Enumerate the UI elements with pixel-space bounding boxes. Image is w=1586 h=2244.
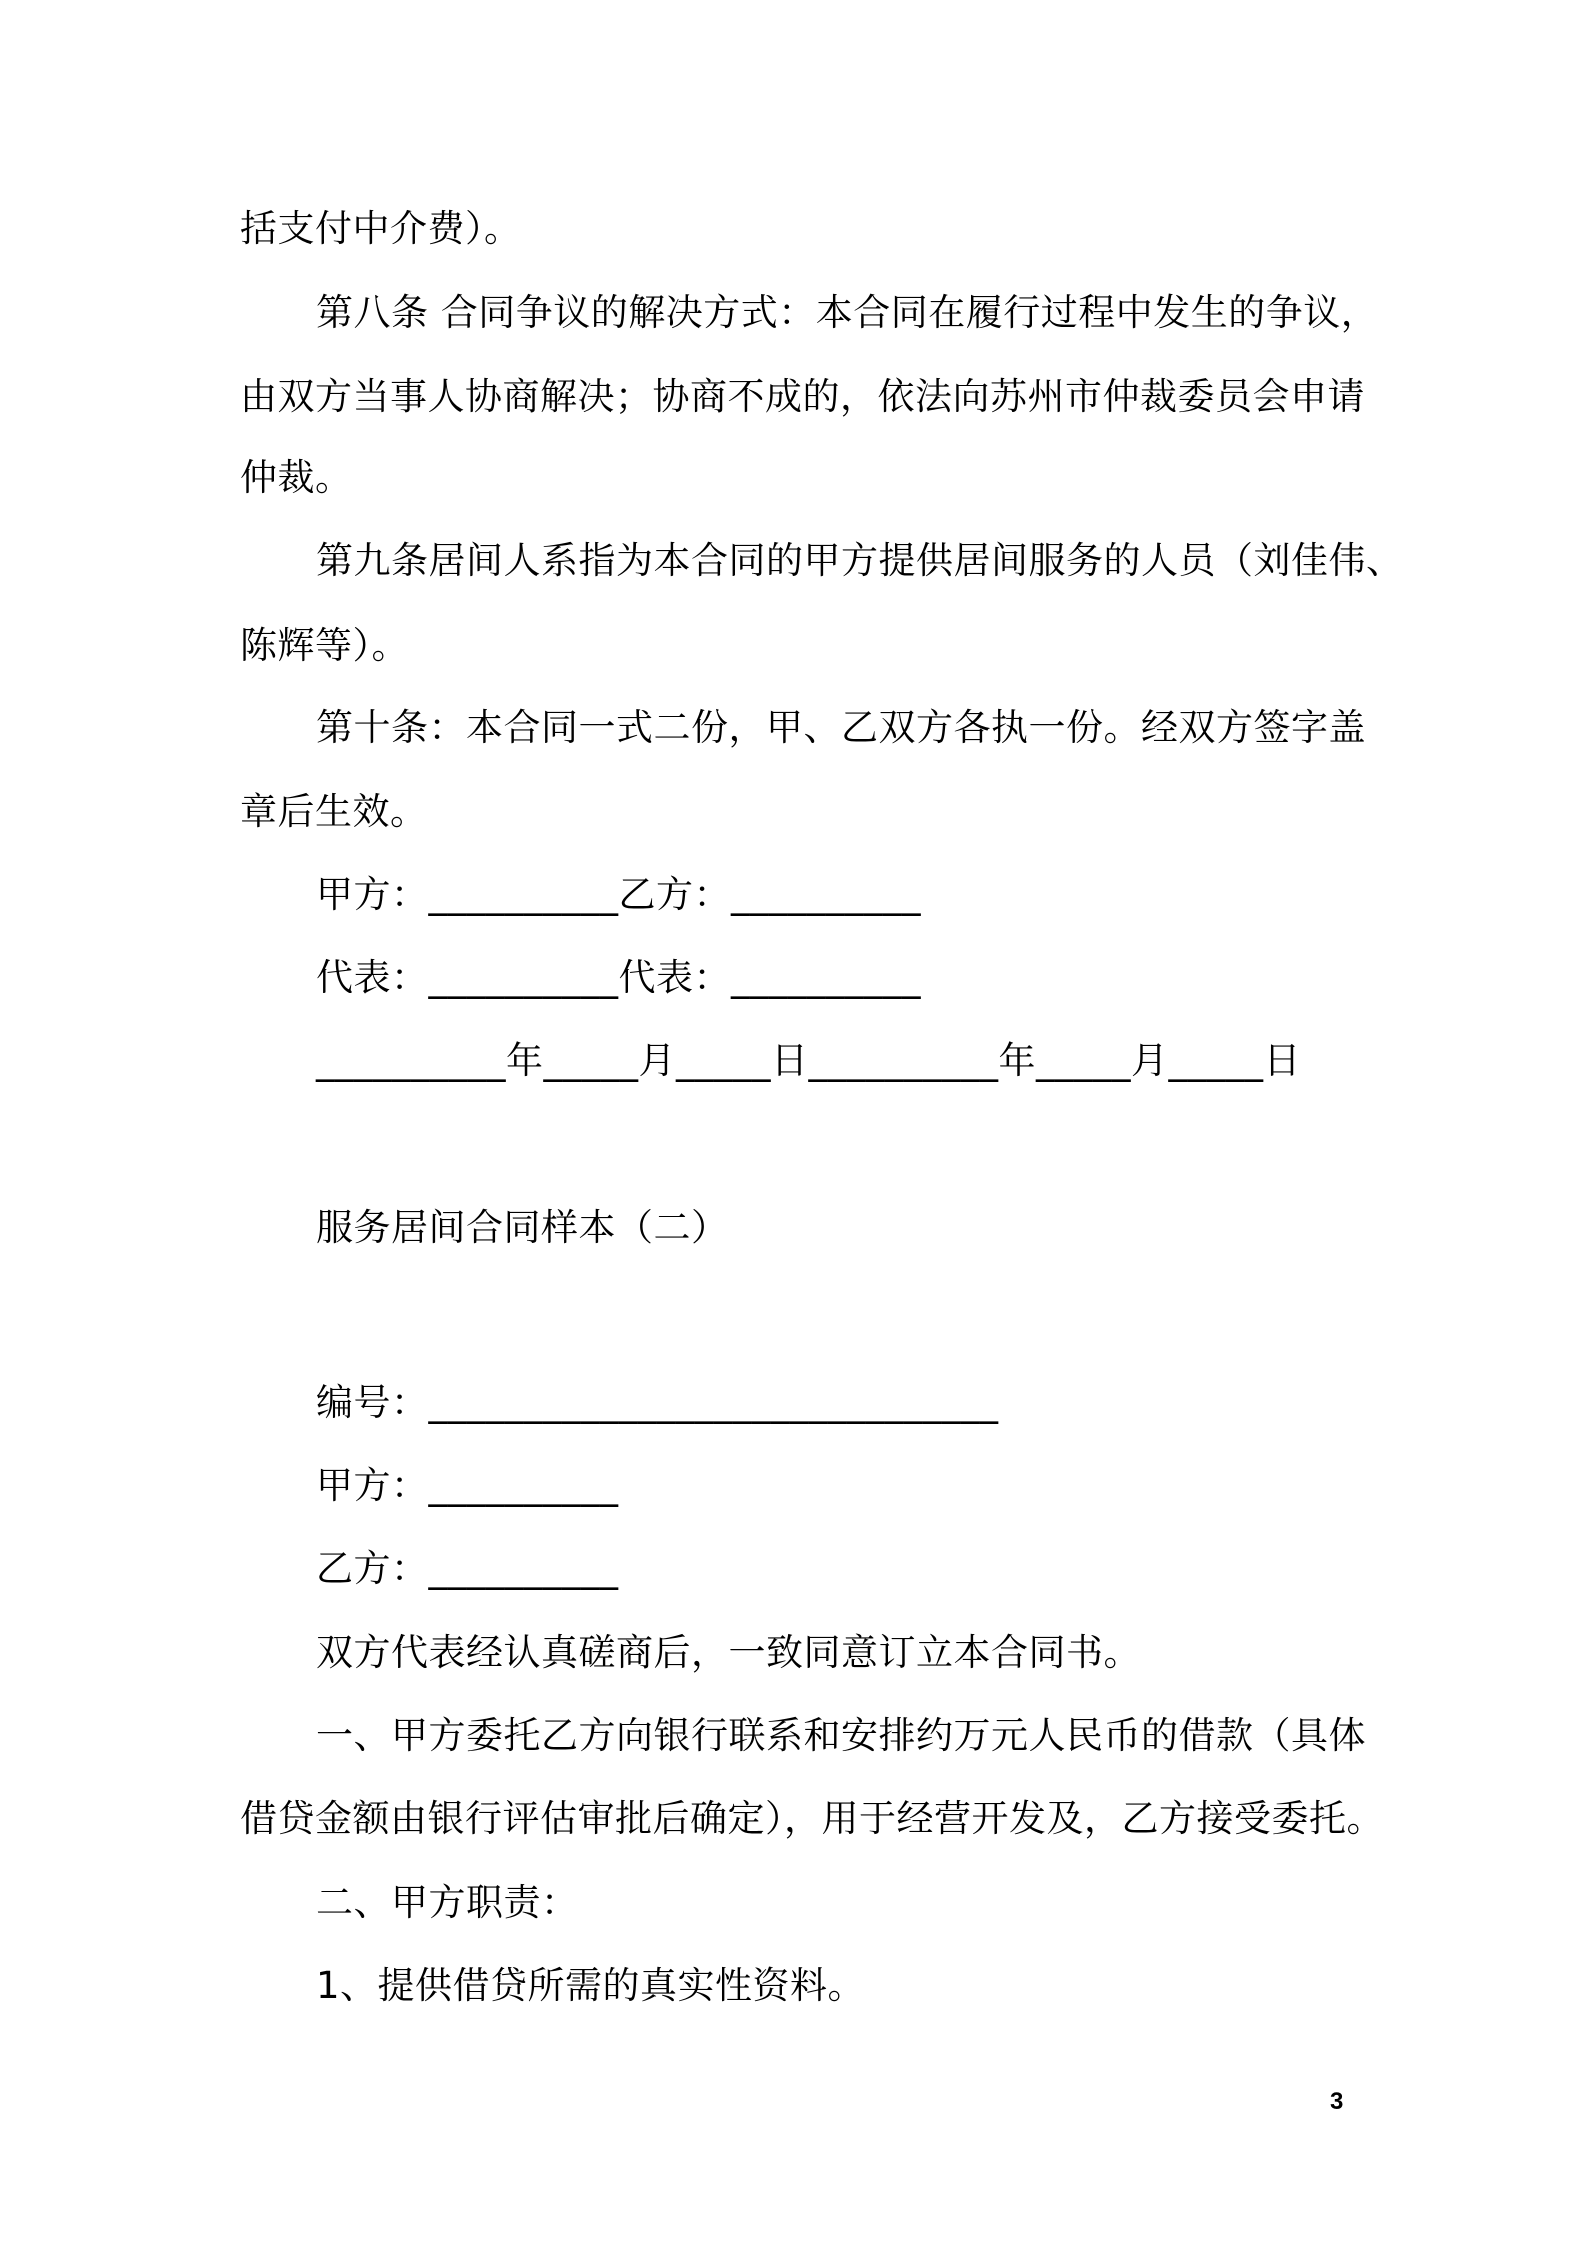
party-b-field: 乙方：__________: [316, 1547, 619, 1590]
text-line: 仲裁。: [240, 456, 353, 499]
signature-representative-line: 代表：__________代表：__________: [316, 956, 921, 999]
clause-1-heading: 一、甲方委托乙方向银行联系和安排约万元人民币的借款（具体: [316, 1714, 1366, 1757]
text-line: 双方代表经认真磋商后，一致同意订立本合同书。: [316, 1631, 1141, 1674]
text-line: 借贷金额由银行评估审批后确定），用于经营开发及，乙方接受委托。: [240, 1797, 1384, 1840]
signature-party-line: 甲方：__________乙方：__________: [316, 873, 921, 916]
section-title: 服务居间合同样本（二）: [316, 1206, 729, 1249]
text-line: 由双方当事人协商解决；协商不成的，依法向苏州市仲裁委员会申请: [240, 375, 1365, 418]
contract-number-field: 编号：______________________________: [316, 1381, 999, 1424]
article-9-heading: 第九条居间人系指为本合同的甲方提供居间服务的人员（刘佳伟、: [316, 539, 1404, 582]
clause-2-item-1: 1、提供借贷所需的真实性资料。: [316, 1964, 866, 2007]
article-8-heading: 第八条 合同争议的解决方式：本合同在履行过程中发生的争议，: [316, 291, 1379, 334]
text-line: 陈辉等）。: [240, 624, 409, 667]
party-a-field: 甲方：__________: [316, 1464, 619, 1507]
text-line: 章后生效。: [240, 790, 428, 833]
clause-2-heading: 二、甲方职责：: [316, 1881, 579, 1924]
page-number: 3: [1330, 2088, 1344, 2115]
text-line: 括支付中介费）。: [240, 207, 522, 250]
signature-date-line: __________年_____月_____日__________年_____月_____日: [316, 1039, 1301, 1082]
article-10-heading: 第十条：本合同一式二份，甲、乙双方各执一份。经双方签字盖: [316, 706, 1366, 749]
